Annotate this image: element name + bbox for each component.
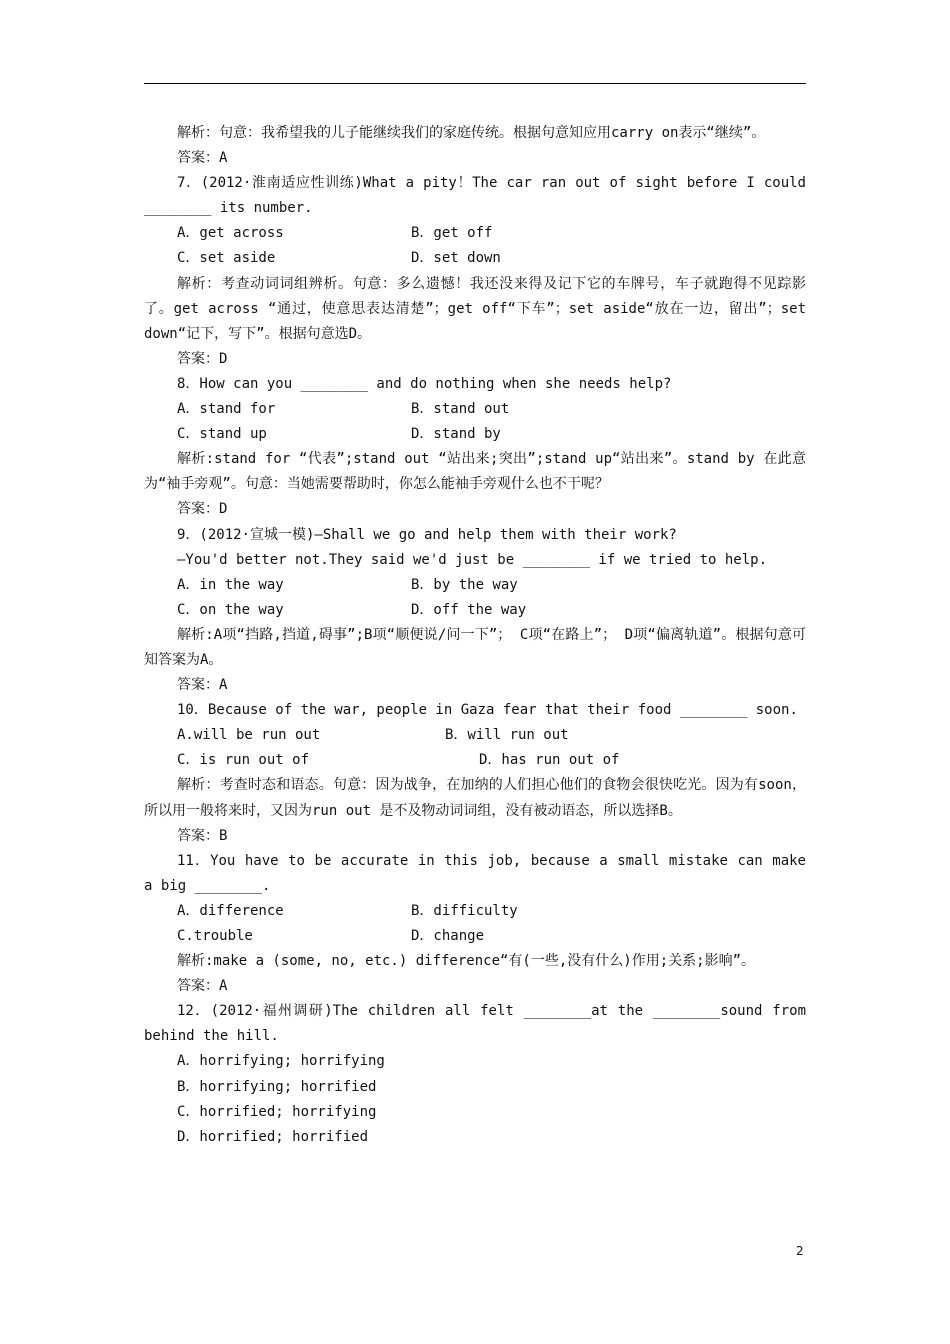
q6-answer: 答案：A — [177, 150, 228, 167]
page-number: 2 — [796, 1244, 804, 1258]
q10-options-row2 — [144, 748, 806, 773]
q11-stem: 11．You have to be accurate in this job, because a small mistake can make a big ________. — [144, 852, 806, 894]
q11-option-b: B．difficulty — [411, 902, 518, 919]
q10-analysis: 解析：考查时态和语态。句意：因为战争，在加纳的人们担心他们的食物会很快吃光。因为有soon，所以用一般将来时，又因为run out 是不及物动词词组，没有被动语态，所以选择B。 — [144, 777, 806, 819]
q12-stem: 12．(2012·福州调研)The children all felt ________at the ________sound from behind the hill. — [144, 1003, 806, 1045]
q8-option-b: B．stand out — [411, 401, 510, 418]
q10-option-a: A.will be run out — [177, 727, 321, 744]
q7-options-row2 — [144, 246, 806, 271]
q9-option-a: A．in the way — [177, 576, 284, 593]
q8-options-row2 — [144, 422, 806, 447]
q9-option-c: C．on the way — [177, 601, 284, 618]
q9-options-row1 — [144, 573, 806, 598]
q12-option-c: C．horrified; horrifying — [177, 1103, 377, 1120]
q7-option-a: A．get across — [177, 225, 284, 242]
q7-option-c: C．set aside — [177, 250, 276, 267]
q12-option-d: D．horrified; horrified — [177, 1128, 369, 1145]
q9-option-b: B．by the way — [411, 576, 518, 593]
page-content — [144, 121, 806, 1150]
q9-stem: 9．(2012·宣城一模)—Shall we go and help them with their work? — [177, 526, 677, 543]
q11-option-d: D．change — [411, 928, 485, 944]
q8-analysis: 解析:stand for “代表”;stand out “站出来;突出”;stand up“站出来”。stand by 在此意为“袖手旁观”。句意：当她需要帮助时，你怎么能袖手旁观什么也不干呢？ — [144, 451, 806, 493]
q12-option-b: B．horrifying; horrified — [177, 1078, 377, 1095]
q11-options-row1 — [144, 899, 806, 924]
q7-analysis: 解析：考查动词词组辨析。句意：多么遗憾！我还没来得及记下它的车牌号，车子就跑得不见踪影了。get across “通过，使意思表达清楚”；get off“下车”；set aside“放在一边，留出”；set down“记下，写下”。根据句意选D。 — [144, 275, 806, 342]
q8-option-a: A．stand for — [177, 401, 276, 418]
q9-option-d: D．off the way — [411, 601, 527, 618]
q7-options-row1 — [144, 221, 806, 246]
q10-stem: 10．Because of the war, people in Gaza fear that their food ________ soon. — [177, 702, 798, 719]
q9-options-row2 — [144, 598, 806, 623]
q7-option-d: D．set down — [411, 250, 501, 267]
q7-answer: 答案：D — [177, 350, 228, 367]
q10-option-d: D．has run out of — [479, 752, 620, 769]
q7-option-b: B．get off — [411, 225, 493, 242]
q9-analysis: 解析:A项“挡路,挡道,碍事”;B项“顺便说/问一下”； C项“在路上”； D项“偏离轨道”。根据句意可知答案为A。 — [144, 626, 806, 668]
q11-options-row2 — [144, 924, 806, 949]
q11-option-a: A．difference — [177, 902, 284, 919]
header-rule — [144, 83, 806, 84]
q8-answer: 答案：D — [177, 501, 228, 518]
q12-option-a: A．horrifying; horrifying — [177, 1053, 385, 1070]
q11-answer: 答案：A — [177, 978, 228, 995]
q9-answer: 答案：A — [177, 677, 228, 694]
q10-answer: 答案：B — [177, 827, 228, 844]
q11-option-c: C.trouble — [177, 928, 253, 944]
q8-options-row1 — [144, 397, 806, 422]
q10-options-row1 — [144, 723, 806, 748]
q11-analysis: 解析:make a (some, no, etc.) difference“有(一些,没有什么)作用;关系;影响”。 — [177, 953, 756, 970]
q7-stem: 7．(2012·淮南适应性训练)What a pity！The car ran out of sight before I could ________ its number. — [144, 175, 806, 217]
q10-option-c: C．is run out of — [177, 752, 310, 769]
q9-stem-reply: —You'd better not.They said we'd just be ________ if we tried to help. — [177, 551, 768, 568]
q8-option-d: D．stand by — [411, 426, 501, 443]
q10-option-b: B．will run out — [445, 727, 569, 744]
q8-stem: 8．How can you ________ and do nothing when she needs help? — [177, 375, 672, 392]
q8-option-c: C．stand up — [177, 426, 267, 443]
q6-analysis: 解析：句意：我希望我的儿子能继续我们的家庭传统。根据句意知应用carry on表示“继续”。 — [177, 125, 766, 141]
